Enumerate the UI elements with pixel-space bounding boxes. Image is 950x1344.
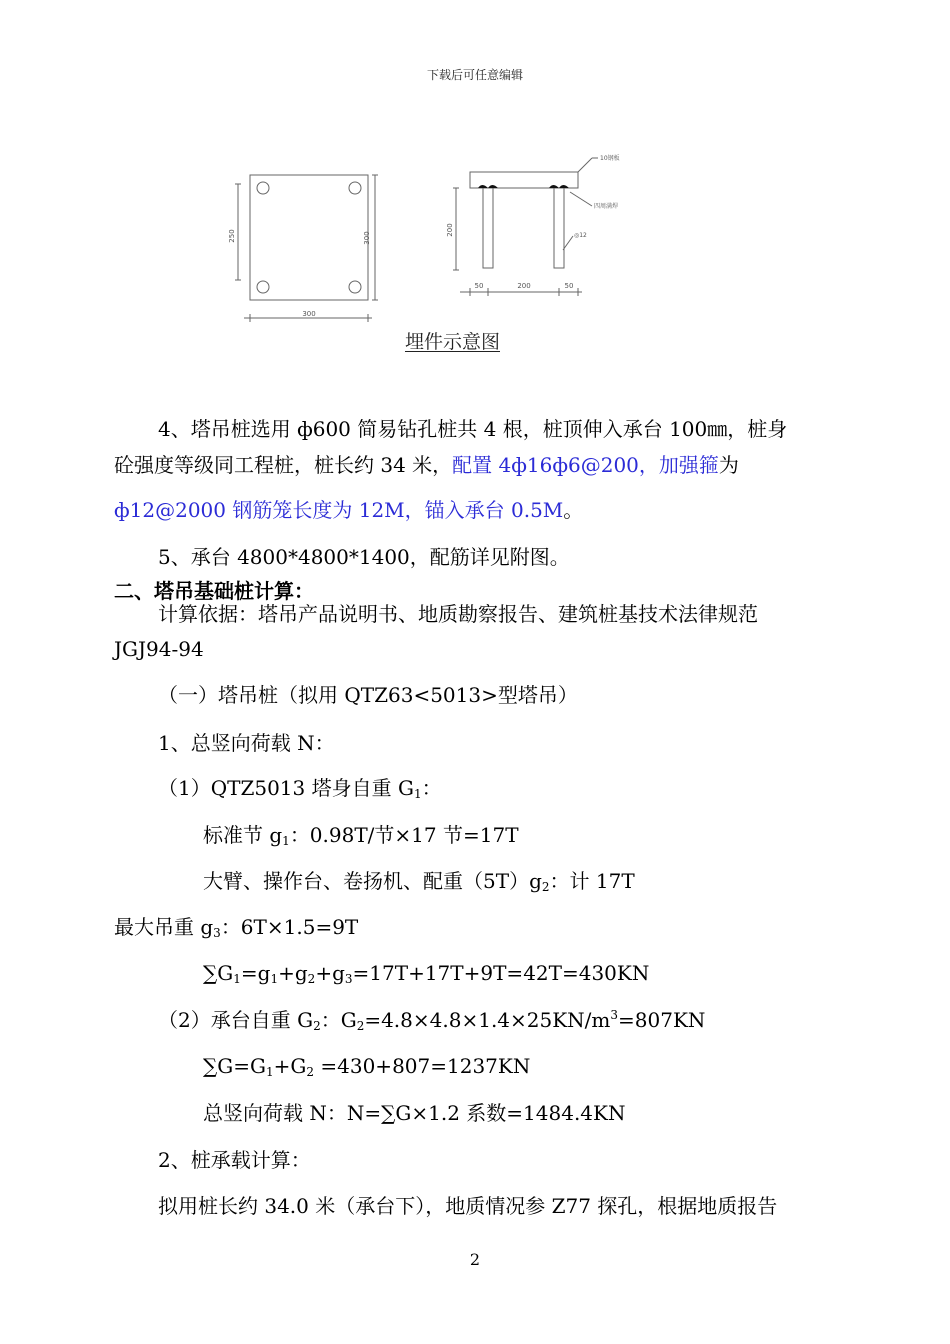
dim-left: 250 [228,229,236,243]
last-line: 拟用桩长约 34.0 米（承台下），地质情况参 Z77 探孔，根据地质报告 [158,1194,778,1218]
anchor-bar [554,188,564,268]
embedded-part-diagram [230,150,630,325]
sum-g: $\sum G=G_1+G_2 =430+807=1237KN$ [203,1054,531,1079]
para2: 5、承台 4800*4800*1400，配筋详见附图。 [158,545,570,569]
g2-cap-weight: （2）承台自重 $G_2$：$G_2=4.8\times 4.8\times 1.4\times 25KN/m^3=807KN$ [158,1008,706,1033]
sum-g1: $\sum G_1=g_1+g_2+g_3=17T+17T+9T=42T=430KN$ [203,961,650,986]
dim-height: 200 [446,223,454,237]
label-bar: ◎12 [574,232,587,239]
rebar-spec: 配置 4ф16ф6@200，加强箍 [452,453,719,477]
cage-spec: ф12@2000 钢筋笼长度为 12M，锚入承台 0.5M [114,498,564,522]
bolt-hole [257,182,269,194]
g1-boom-weight: 大臂、操作台、卷扬机、配重$(5T)g_2$：计 17T [203,869,635,894]
bolt-hole [257,281,269,293]
label-plate: 10钢板 [600,155,620,162]
dim-b1: 50 [474,282,484,290]
bolt-hole [349,182,361,194]
plan-view [235,175,378,322]
page-header: 下载后可任意编辑 [426,68,523,82]
plate-outline [250,175,368,300]
section-heading: 二、塔吊基础桩计算： [114,579,314,603]
basis-line1: 计算依据：塔吊产品说明书、地质勘察报告、建筑桩基技术法律规范 [158,602,758,626]
total-vertical-load: 总竖向荷载 N：N=∑G×1.2 系数=1484.4KN [203,1101,626,1125]
dim-b2: 200 [517,282,531,290]
g1-max-load: 最大吊重 $g_3$：6T×1.5=9T [114,915,359,940]
item1-heading: 1、总竖向荷载 N： [158,731,335,755]
dim-right: 300 [363,231,371,245]
basis-line2: JGJ94-94 [114,637,204,661]
para1-line3: ф12@2000 钢筋笼长度为 12M，锚入承台 0.5M。 [114,498,584,522]
label-weld: 四周满焊 [594,203,619,210]
g1-standard-section: 标准节 $g_1$：0.98T/节×17 节=17T [203,823,519,848]
section-view [453,158,598,296]
diagram-svg [230,150,630,325]
para1-line2: 砼强度等级同工程桩，桩长约 34 米，配置 4ф16ф6@200，加强箍为 [114,453,739,477]
para1-line1: 4、塔吊桩选用 ф600 简易钻孔桩共 4 根，桩顶伸入承台 100㎜，桩身 [158,417,788,441]
g1-heading: （1）QTZ5013 塔身自重 $G_1$： [158,776,442,801]
dim-b3: 50 [564,282,574,290]
subsection-heading: （一）塔吊桩（拟用 QTZ63<5013>型塔吊） [158,683,578,707]
dim-bottom: 300 [302,310,316,318]
figure-caption: 埋件示意图 [404,331,500,353]
bolt-hole [349,281,361,293]
item2-heading: 2、桩承载计算： [158,1148,311,1172]
anchor-bar [483,188,493,268]
page-number: 2 [469,1250,481,1269]
